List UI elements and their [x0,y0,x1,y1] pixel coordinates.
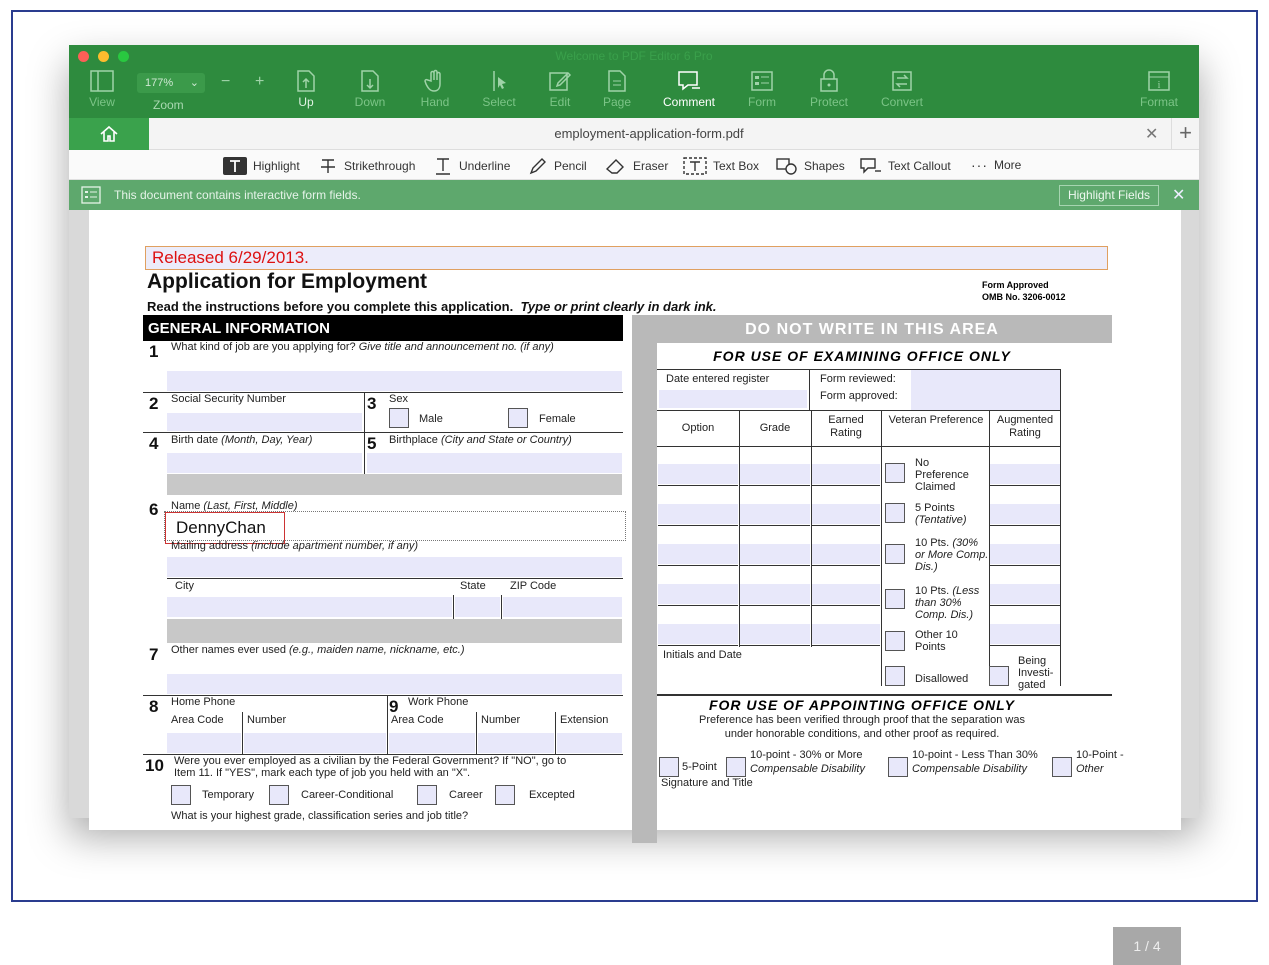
q2-label: Social Security Number [171,393,286,405]
work-area-code-label: Area Code [391,714,444,726]
extension-label: Extension [560,714,609,726]
page-icon [606,69,628,93]
chevron-down-icon: ⌄ [189,77,199,89]
rating-cell-input[interactable] [740,504,810,524]
divider [881,410,882,686]
divider [1060,369,1061,686]
excepted-label: Excepted [529,789,575,801]
rating-cell-input[interactable] [990,624,1060,644]
highlight-label: Highlight [253,159,300,173]
up-label: Up [298,95,314,109]
career-conditional-checkbox[interactable] [269,785,289,805]
col-augmented-rating: Augmented Rating [996,414,1054,439]
down-button[interactable] [352,69,388,109]
page-label: Page [602,95,632,109]
tab-bar [69,118,1199,150]
zip-label: ZIP Code [510,580,557,592]
do-not-write-header: DO NOT WRITE IN THIS AREA [632,315,1112,343]
rating-cell-input[interactable] [658,544,738,564]
date-entered-label: Date entered register [666,373,770,385]
home-area-code-input[interactable] [167,733,241,753]
home-area-code-label: Area Code [171,714,224,726]
divider [143,432,623,433]
text-callout-tool[interactable] [860,157,951,175]
career-conditional-label: Career-Conditional [301,789,394,801]
view-label: View [89,95,115,109]
item-number: 6 [149,500,159,519]
divider [658,485,738,486]
format-icon [1147,69,1171,93]
lock-icon [818,69,840,93]
divider [658,525,738,526]
divider [740,645,810,646]
shapes-tool[interactable] [776,157,845,175]
text-box-tool[interactable] [683,157,759,175]
protect-button[interactable] [807,69,851,109]
instructions-text: Read the instructions before you complete this application. [147,299,514,314]
item-number: 9 [389,697,399,716]
divider [812,605,880,606]
pencil-label: Pencil [554,159,587,173]
excepted-checkbox[interactable] [495,785,515,805]
comment-icon [676,69,702,93]
male-label: Male [419,413,443,425]
item-number: 10 [145,756,164,775]
highlight-fields-button[interactable]: Highlight Fields [1059,185,1159,206]
hand-button[interactable] [418,69,452,109]
rating-cell-input[interactable] [812,504,880,524]
disallowed-checkbox[interactable] [885,666,905,686]
ten-point-other-label: 10-Point - Other [1076,749,1124,775]
instructions-italic: Type or print clearly in dark ink. [520,299,717,314]
extension-input[interactable] [557,733,622,753]
temporary-checkbox[interactable] [171,785,191,805]
document-tab[interactable]: employment-application-form.pdf [554,126,744,141]
city-input[interactable] [167,597,452,617]
protect-label: Protect [809,95,848,109]
convert-button[interactable] [877,69,927,109]
divider [740,485,810,486]
hand-label: Hand [420,95,450,109]
home-phone-label: Home Phone [171,696,236,708]
ten-points-30-label: 10 Pts. (30% or More Comp. Dis.) [915,537,989,573]
mailing-address-input[interactable] [167,557,622,577]
divider [167,578,623,579]
eraser-tool[interactable] [605,157,668,175]
q10-line2: Item 11. If "YES", mark each type of job you held with an "X". [174,767,471,779]
strikethrough-tool[interactable] [318,157,415,175]
page-indicator: 1 / 4 [1113,927,1181,965]
rating-cell-input[interactable] [812,544,880,564]
rating-cell-input[interactable] [812,464,880,484]
eraser-icon [605,157,627,175]
zip-input[interactable] [503,597,622,617]
disallowed-label: Disallowed [915,673,969,685]
window-title: Welcome to PDF Editor 6 Pro [555,49,713,63]
underline-label: Underline [459,159,511,173]
ten-point-30-label: 10-point - 30% or More Compensable Disability [750,749,865,775]
comment-button[interactable] [659,69,719,109]
annotation-toolbar [69,150,1199,180]
form-icon [750,69,774,93]
divider [812,485,880,486]
form-approved-text: Form Approved [982,280,1049,290]
initials-date-label: Initials and Date [663,649,742,661]
text-callout-label: Text Callout [888,159,951,173]
pencil-tool[interactable] [528,157,587,175]
rating-cell-input[interactable] [812,584,880,604]
appointing-office-header: FOR USE OF APPOINTING OFFICE ONLY [708,697,1015,713]
zoom-out-button[interactable]: − [221,73,231,90]
career-label: Career [449,789,483,801]
divider [812,645,880,646]
text-callout-icon [860,157,882,175]
divider [364,392,365,474]
shaded-band [167,474,622,495]
item-number: 5 [367,434,377,453]
more-dots-icon: ··· [971,157,988,173]
main-toolbar [69,45,1199,118]
five-point-label: 5-Point [682,761,717,773]
q11-partial: What is your highest grade, classification series and job title? [171,810,469,822]
new-tab-button[interactable]: + [1171,118,1199,150]
q3-label: Sex [389,393,408,405]
more-label: More [994,158,1022,172]
career-checkbox[interactable] [417,785,437,805]
shaded-band [167,619,622,643]
item-number: 2 [149,394,159,413]
ten-point-other-checkbox[interactable] [1052,757,1072,777]
divider [657,410,1061,411]
zoom-in-button[interactable]: + [255,73,265,90]
view-icon [90,69,114,93]
eraser-label: Eraser [633,159,669,173]
rating-cell-input[interactable] [990,464,1060,484]
item-number: 4 [149,434,159,453]
ten-points-less-label: 10 Pts. (Less than 30% Comp. Dis.) [915,585,980,621]
svg-text:i: i [1157,80,1161,91]
rating-cell-input[interactable] [740,624,810,644]
pencil-icon [528,157,548,175]
divider [657,694,1112,696]
q1-label: What kind of job are you applying for? Give title and announcement no. (if any) [171,341,554,353]
female-label: Female [539,413,576,425]
highlight-tool[interactable] [223,157,300,175]
divider [387,695,388,755]
rating-cell-input[interactable] [658,584,738,604]
work-phone-label: Work Phone [408,696,469,708]
shapes-label: Shapes [804,159,845,173]
underline-tool[interactable] [433,157,510,175]
q4-label: Birth date (Month, Day, Year) [171,434,313,446]
form-reviewed-label: Form reviewed: [820,373,896,385]
edit-label: Edit [549,95,571,109]
select-icon [488,69,510,93]
text-box-label: Text Box [713,159,760,173]
temporary-label: Temporary [202,789,254,801]
highlight-icon [223,157,247,175]
close-notice-icon[interactable]: ✕ [1172,187,1186,204]
divider [657,446,1061,447]
form-button[interactable] [745,69,779,109]
divider [740,605,810,606]
date-entered-input[interactable] [659,390,807,408]
close-tab-icon[interactable]: ✕ [1145,126,1159,143]
other-10-checkbox[interactable] [885,631,905,651]
col-grade: Grade [759,422,791,434]
col-veteran-preference: Veteran Preference [888,414,984,426]
rating-cell-input[interactable] [740,544,810,564]
home-icon [99,125,119,143]
divider [658,565,738,566]
down-label: Down [354,95,386,109]
app-window [69,45,1199,954]
item-number: 7 [149,645,159,664]
work-area-code-input[interactable] [389,733,475,753]
male-checkbox[interactable] [389,408,409,428]
divider [658,605,738,606]
item-number: 3 [367,394,377,413]
format-button[interactable] [1137,69,1181,109]
divider [453,595,454,619]
divider [990,485,1060,486]
shapes-icon [776,157,798,175]
divider [242,712,243,755]
select-label: Select [482,95,516,109]
preference-verified-line1: Preference has been verified through proof that the separation was [699,714,1025,726]
review-input[interactable] [911,370,1060,410]
form-label: Form [748,95,776,109]
rating-cell-input[interactable] [990,504,1060,524]
other-10-label: Other 10 Points [915,629,958,653]
convert-icon [890,69,914,93]
divider [812,565,880,566]
work-number-label: Number [481,714,521,726]
name-input[interactable]: DennyChan [165,512,285,544]
divider [658,645,738,646]
examining-office-header: FOR USE OF EXAMINING OFFICE ONLY [713,348,1011,364]
zoom-value: 177% [145,77,174,89]
five-points-checkbox[interactable] [885,503,905,523]
gray-band [632,343,657,843]
divider [990,605,1060,606]
birthplace-input[interactable] [367,453,622,473]
general-info-header: GENERAL INFORMATION [143,315,623,341]
divider [501,595,502,619]
rating-cell-input[interactable] [740,464,810,484]
divider [990,525,1060,526]
rating-cell-input[interactable] [740,584,810,604]
form-instructions [147,299,717,314]
ten-points-30-checkbox[interactable] [885,544,905,564]
divider [740,565,810,566]
rating-cell-input[interactable] [658,504,738,524]
form-title: Application for Employment [147,270,428,293]
being-investigated-label: Being Investi- gated [1018,655,1054,691]
rating-cell-input[interactable] [658,464,738,484]
no-preference-checkbox[interactable] [885,463,905,483]
up-button[interactable] [291,69,321,109]
edit-button[interactable] [545,69,575,109]
five-points-label: 5 Points (Tentative) [915,502,967,526]
preference-verified-line2: under honorable conditions, and other proof as required. [724,728,1000,740]
city-label: City [175,580,194,592]
page-up-icon [295,69,317,93]
comment-label: Comment [662,95,715,109]
select-button[interactable] [480,69,518,109]
birth-date-input[interactable] [167,453,362,473]
home-number-input[interactable] [244,733,386,753]
q7-label: Other names ever used (e.g., maiden name, nickname, etc.) [171,644,465,656]
ten-point-less-checkbox[interactable] [888,757,908,777]
page-button[interactable] [601,69,633,109]
ten-points-less-checkbox[interactable] [885,589,905,609]
state-label: State [460,580,486,592]
divider [990,645,1060,646]
form-approved-block [982,279,1066,303]
convert-label: Convert [880,95,924,109]
strikethrough-icon [318,157,338,175]
five-point-checkbox[interactable] [659,757,679,777]
col-earned-rating: Earned Rating [828,414,864,439]
q10-line1: Were you ever employed as a civilian by the Federal Government? If "NO", go to [174,755,567,767]
home-number-label: Number [247,714,287,726]
home-tab[interactable] [69,118,149,150]
edit-icon [548,69,572,93]
divider [990,565,1060,566]
form-fields-icon [81,186,101,204]
item-number: 1 [149,342,159,361]
form-approved-label: Form approved: [820,390,898,402]
omb-number: OMB No. 3206-0012 [982,292,1066,302]
hand-icon [424,69,446,93]
mailing-label: Mailing address (include apartment number, if any) [171,540,419,552]
rating-cell-input[interactable] [990,584,1060,604]
zoom-select[interactable] [137,73,205,93]
work-number-input[interactable] [478,733,554,753]
document-viewport[interactable] [69,210,1199,954]
underline-icon [433,157,453,175]
released-field[interactable]: Released 6/29/2013. [145,246,1108,270]
divider [740,525,810,526]
rating-cell-input[interactable] [658,624,738,644]
being-investigated-checkbox[interactable] [989,666,1009,686]
state-input[interactable] [455,597,500,617]
no-preference-label: No Preference Claimed [915,457,969,493]
strikethrough-label: Strikethrough [344,159,416,173]
pdf-page [89,210,1181,830]
divider [476,712,477,755]
more-tool[interactable] [971,157,1021,173]
text-box-icon [683,157,707,175]
divider [812,525,880,526]
page-down-icon [359,69,381,93]
form-notice-bar [69,180,1199,210]
view-button[interactable] [87,69,117,109]
job-title-input[interactable] [167,371,622,391]
signature-title-label: Signature and Title [661,777,753,789]
ten-point-less-label: 10-point - Less Than 30% Compensable Disability [912,749,1038,775]
rating-cell-input[interactable] [990,544,1060,564]
female-checkbox[interactable] [508,408,528,428]
divider [809,369,810,411]
other-names-input[interactable] [167,674,622,694]
col-option: Option [681,422,715,434]
ten-point-30-checkbox[interactable] [726,757,746,777]
notice-text: This document contains interactive form fields. [114,188,361,202]
divider [555,712,556,755]
format-label: Format [1139,95,1178,109]
rating-cell-input[interactable] [812,624,880,644]
ssn-input[interactable] [167,413,362,431]
zoom-label: Zoom [153,98,184,112]
q5-label: Birthplace (City and State or Country) [389,434,572,446]
q6-label: Name (Last, First, Middle) [171,500,298,512]
item-number: 8 [149,697,159,716]
